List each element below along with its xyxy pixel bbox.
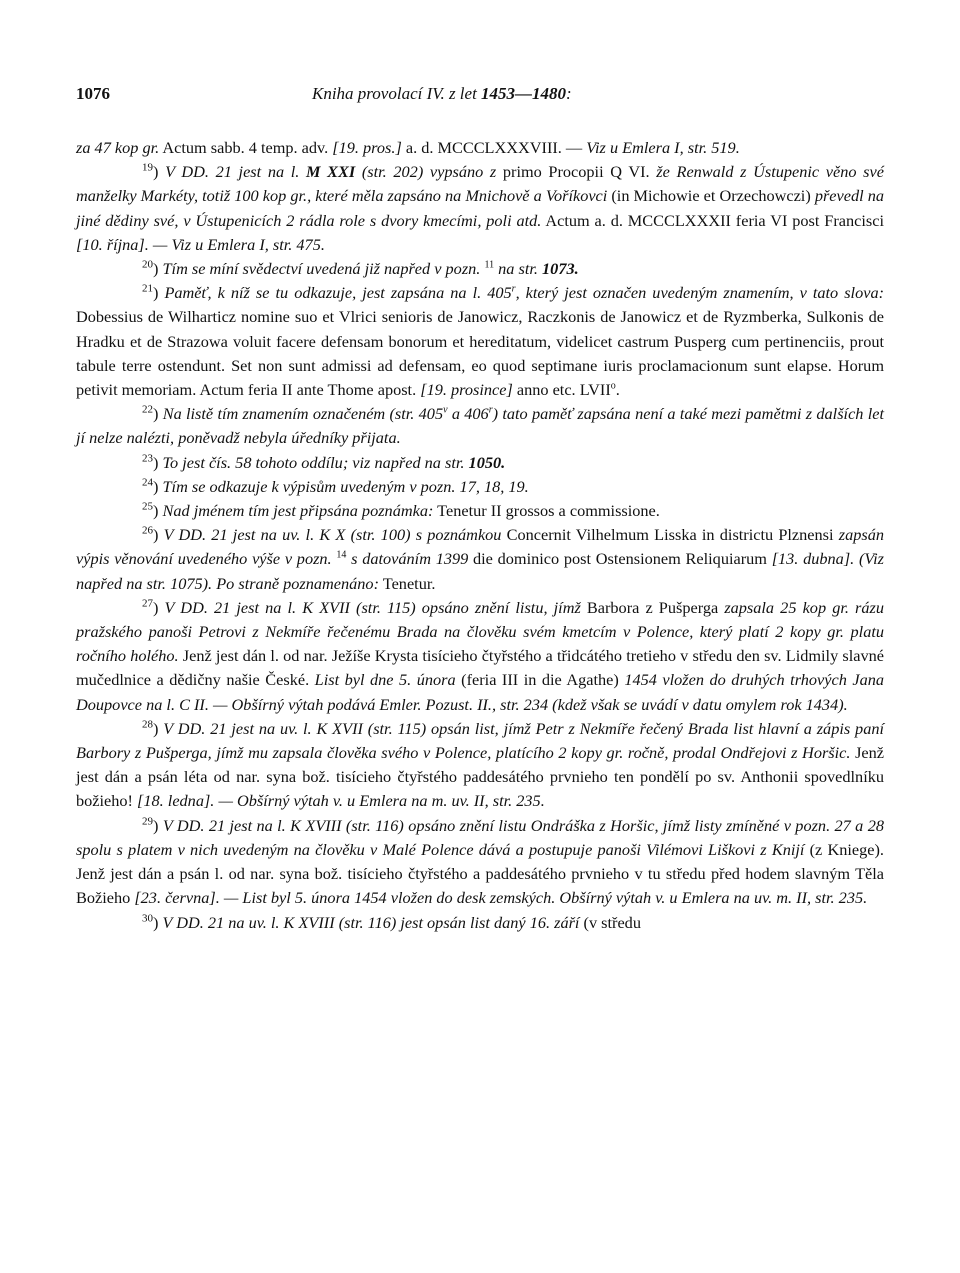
page xyxy=(76,84,884,935)
footnote-19: $^{19}$) V DD. 21 jest na l. M XXI (str. 202) vypsáno z primo Procopii Q VI. že Renwald z Ústupenic věno své manželky Markéty, totiž 100 kop gr., které měla zapsáno na Mnichově a Voříkovci (in Michowie et Orzechowczi) převedl na jiné dědiny své, v Ústupenicích 2 rádla role s dvory kmecími, poli atd. Actum a. d. MCCCLXXXII feria VI post Francisci [10. října]. — Viz u Emlera I, str. 475. xyxy=(76,161,885,254)
footnote-26: $^{26}$) V DD. 21 jest na uv. l. K X (str. 100) s poznámkou Concernit Vilhelmum Lisska in districtu Plznensi zapsán výpis věnování uvedeného výše v pozn. $^{14}$ s datováním 1399 die dominico post Ostensionem Reliquiarum [13. dubna]. (Viz napřed na str. 1075). Po straně poznamenáno: Tenetur. xyxy=(76,524,884,593)
footnote-29: $^{29}$) V DD. 21 jest na l. K XVIII (str. 116) opsáno znění listu Ondráška z Horšic, jímž listy zmíněné v pozn. 27 a 28 spolu s platem v nich uvedeným na člověku v Malé Polence dává a postupuje panoši Vilémovi Liškovi z Knijí (z Kniege). Jenž jest dán a psán l. od nar. syna bož. tisícieho čtyřstého a paddesátého prvnieho v tu středu před hodem slavným Těla Božieho [23. června]. — List byl 5. února 1454 vložen do desk zemských. Obšírný výtah v. u Emlera na uv. m. II, str. 235. xyxy=(76,815,884,908)
running-title: Kniha provolací IV. z let 1453—1480: xyxy=(312,84,572,103)
footnote-24: $^{24}$) Tím se odkazuje k výpisům uvedeným v pozn. 17, 18, 19. xyxy=(142,476,529,496)
footnotes xyxy=(76,136,884,935)
footnote-18-continuation: za 47 kop gr. Actum sabb. 4 temp. adv. [19. pros.] a. d. MCCCLXXXVIII. — Viz u Emlera I, str. 519. xyxy=(76,138,740,157)
footnote-20: $^{20}$) Tím se míní svědectví uvedená již napřed v pozn. $^{11}$ na str. 1073. xyxy=(142,258,579,279)
footnote-23: $^{23}$) To jest čís. 58 tohoto oddílu; viz napřed na str. 1050. xyxy=(142,452,506,472)
page-number: 1076 xyxy=(76,84,110,103)
footnote-21: $^{21}$) Paměť, k níž se tu odkazuje, jest zapsána na l. 405$^r$, který jest označen uvedeným znamením, v tato slova: Dobessius de Wilharticz nomine suo et Vlrici senioris de Janowicz, Raczkonis de Janowicz et de Ryzmberka, Sulkonis de Hradku et de Strazowa voluit facere defensam bonorum et hereditatum, videlicet castrum Pusperg cum pertinenciis, prout tabule terre ostendunt. Set non sunt admissi ad defensam, eo quod septimane iuris proclamacionum sunt elapse. Horum petivit memoriam. Actum feria II ante Thome apost. [19. prosince] anno etc. LVII$^o$. xyxy=(76,282,884,400)
footnote-25: $^{25}$) Nad jménem tím jest připsána poznámka: Tenetur II grossos a commissione. xyxy=(142,500,660,521)
running-header xyxy=(76,84,884,114)
footnote-27: $^{27}$) V DD. 21 jest na l. K XVII (str. 115) opsáno znění listu, jímž Barbora z Pušperga zapsala 25 kop gr. rázu pražského panoši Petrovi z Nekmíře řečenému Brada na člověku svém kmetcím v Polence, který platí 2 kopy gr. platu ročního holého. Jenž jest dán l. od nar. Ježíše Krysta tisícieho čtyřstého a třidcátého tretieho v středu den sv. Lidmily slavné mučedlnice a dědičny našie České. List byl dne 5. února (feria III in die Agathe) 1454 vložen do druhých trhových Jana Doupovce na l. C II. — Obšírný výtah podává Emler. Pozust. II., str. 234 (kdež však se uvádí v datu omylem rok 1434). xyxy=(76,597,885,714)
footnote-28: $^{28}$) V DD. 21 jest na uv. l. K XVII (str. 115) opsán list, jímž Petr z Nekmíře řečený Brada list hlavní a zápis paní Barbory z Pušperga, jímž mu zapsala člověka svého v Polence, platícího 2 kopy gr. ročně, prodal Ondřejovi z Horšic. Jenž jest dán a psán léta od nar. syna bož. tisícieho čtyřstého paddesátého prvnieho ten pondělí po sv. Anthonii spovedlníku božieho! [18. ledna]. — Obšírný výtah v. u Emlera na m. uv. II, str. 235. xyxy=(76,718,884,811)
footnote-30: $^{30}$) V DD. 21 na uv. l. K XVIII (str. 116) jest opsán list daný 16. září (v středu xyxy=(142,912,641,932)
footnote-22: $^{22}$) Na listě tím znamením označeném (str. 405$^v$ a 406$^r$) tato paměť zapsána není a také mezi pamětmi z dalších let jí nelze nalézti, poněvadž nebyla úředníky přijata. xyxy=(76,403,884,448)
